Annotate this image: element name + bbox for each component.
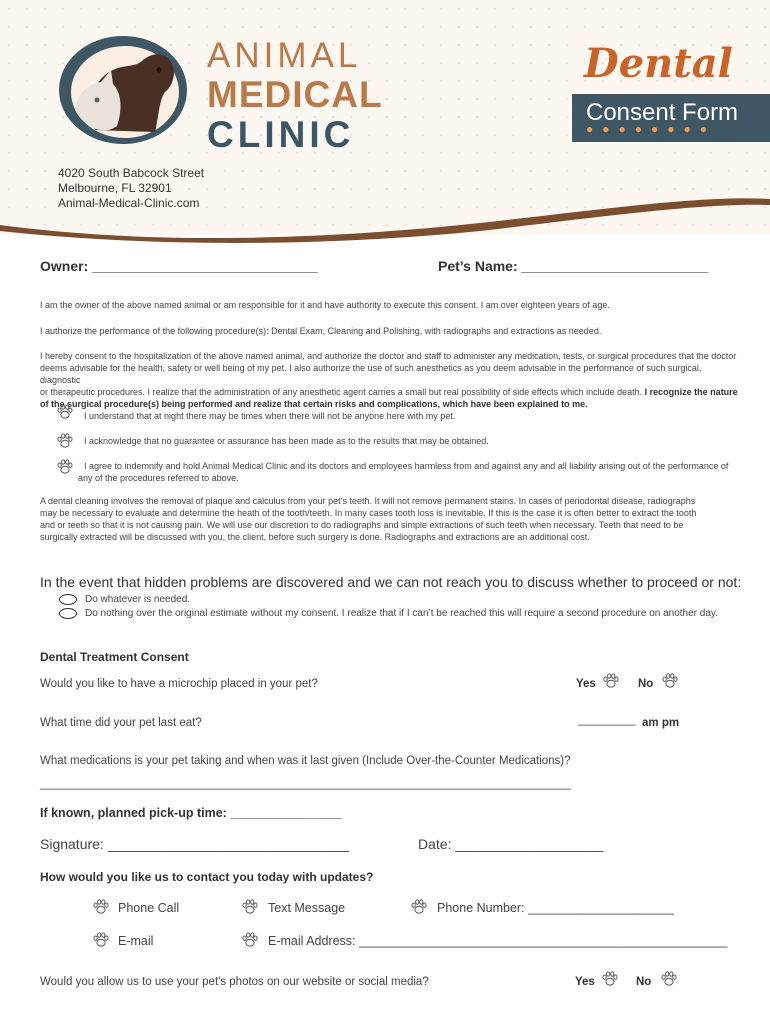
address-street: 4020 South Babcock Street <box>58 166 205 180</box>
option-do-whatever: Do whatever is needed. <box>85 594 191 605</box>
consent-line-3-text: or therapeutic procedures. I realize that the administration of any anesthetic agent carries a small but real possibility of side effects which include death. <box>40 387 643 397</box>
paw-checkbox-icon[interactable] <box>92 931 110 949</box>
brand-line-clinic: CLINIC <box>207 114 355 155</box>
paw-checkbox-icon[interactable] <box>661 672 679 690</box>
paw-checkbox-icon[interactable] <box>241 898 259 916</box>
medications-field[interactable]: ___________________________________________________________________________________ <box>40 778 571 790</box>
pet-name-field[interactable]: Pet’s Name: ________________________ <box>438 258 709 274</box>
contact-question: How would you like us to contact you today with updates? <box>40 870 374 884</box>
consent-form-banner <box>572 94 770 142</box>
procedure-authorization: I authorize the performance of the following procedure(s): Dental Exam, Cleaning and Polishing, with radiographs and extractions as needed. <box>40 326 602 336</box>
acknowledgement-night: I understand that at night there may be times when there will not be anyone here with my pet. <box>84 411 456 421</box>
brand-line-medical: MEDICAL <box>207 74 383 115</box>
paw-checkbox-icon[interactable] <box>56 432 74 450</box>
consent-line-3-bold: I recognize the nature <box>642 387 738 397</box>
dental-cleaning-info <box>40 495 745 543</box>
cleaning-line-2: may be necessary to evaluate and determine the heath of the tooth/teeth. In many cases tooth loss is inevitable. If this is the case it is often better to extract the tooth <box>40 508 697 518</box>
microchip-no-label: No <box>638 678 654 690</box>
hospitalization-consent <box>40 350 740 410</box>
signature-field[interactable]: Signature: _______________________________ <box>40 836 350 852</box>
owner-field[interactable]: Owner: _____________________________ <box>40 258 318 274</box>
treatment-heading: Dental Treatment Consent <box>40 650 189 664</box>
paw-checkbox-icon[interactable] <box>56 458 74 476</box>
consent-line-4 <box>40 398 740 410</box>
option-radio-do-whatever[interactable] <box>59 594 77 605</box>
paw-checkbox-icon[interactable] <box>92 898 110 916</box>
consent-line-3 <box>40 386 740 398</box>
cleaning-line-1: A dental cleaning involves the removal of plaque and calculus from your pet’s teeth. It will not remove permanent stains. In cases of periodontal disease, radiographs <box>40 496 696 506</box>
option-radio-do-nothing[interactable] <box>59 608 77 619</box>
brand-line-animal: ANIMAL <box>207 36 362 75</box>
paw-checkbox-icon[interactable] <box>601 970 619 988</box>
photos-question: Would you allow us to use your pet's photos on our website or social media? <box>40 976 429 988</box>
contact-email: E-mail <box>118 934 154 948</box>
contact-phone-call: Phone Call <box>118 901 180 915</box>
banner-dots: ●●●●●●●● <box>586 122 716 136</box>
medications-question: What medications is your pet taking and when was it last given (Include Over-the-Counter Medications)? <box>40 755 571 767</box>
paw-checkbox-icon[interactable] <box>660 970 678 988</box>
paw-checkbox-icon[interactable] <box>410 898 428 916</box>
am-pm-label[interactable]: am pm <box>642 717 680 729</box>
acknowledgement-indemnify: I agree to indemnify and hold Animal Medical Clinic and its doctors and employees harmless from and against any and all liability arising out of the performance of <box>84 461 729 471</box>
ownership-statement: I am the owner of the above named animal or am responsible for it and have authority to execute this consent. I am over eighteen years of age. <box>40 300 610 310</box>
consent-form-title: Consent Form <box>586 99 739 126</box>
phone-number-field[interactable]: Phone Number: _____________________ <box>437 901 675 915</box>
last-eat-question: What time did your pet last eat? <box>40 717 202 729</box>
photos-yes-label: Yes <box>575 976 595 988</box>
consent-line-1: I hereby consent to the hospitalization of the above named animal, and authorize the doctor and staff to administer any medication, tests, or surgical procedures that the doctor <box>40 351 737 361</box>
clinic-brand <box>207 38 383 153</box>
acknowledgement-no-guarantee: I acknowledge that no guarantee or assurance has been made as to the results that may be obtained. <box>84 436 489 446</box>
paw-checkbox-icon[interactable] <box>56 403 74 421</box>
cleaning-line-3: and or teeth so that it is not causing pain. We will use our discretion to do radiographs and simple extractions of such teeth when necessary. Teeth that need to be <box>40 520 684 530</box>
paw-checkbox-icon[interactable] <box>602 672 620 690</box>
consent-line-4-bold: of the surgical procedure(s) being performed and realize that certain risks and complications, which have been explained to me. <box>40 399 588 409</box>
date-field[interactable]: Date: ___________________ <box>418 836 604 852</box>
clinic-website: Animal-Medical-Clinic.com <box>58 196 200 210</box>
pickup-time-field[interactable]: If known, planned pick-up time: ________________ <box>40 806 342 820</box>
acknowledgement-indemnify-cont: any of the procedures referred to above. <box>78 473 239 483</box>
paw-checkbox-icon[interactable] <box>241 931 259 949</box>
photos-no-label: No <box>636 976 652 988</box>
microchip-yes-label: Yes <box>576 678 596 690</box>
clinic-logo-icon <box>55 30 195 148</box>
email-address-field[interactable]: E-mail Address: _____________________________________________________ <box>268 934 728 948</box>
cleaning-line-4: surgically extracted will be discussed with you, the client, before such surgery is done. Radiographs and extractions are an additional cost. <box>40 532 590 542</box>
option-do-nothing: Do nothing over the original estimate without my consent. I realize that if I can’t be reached this will require a second procedure on another day. <box>85 608 718 619</box>
hidden-problems-heading: In the event that hidden problems are discovered and we can not reach you to discuss whether to proceed or not: <box>40 574 742 590</box>
microchip-question: Would you like to have a microchip placed in your pet? <box>40 678 318 690</box>
last-eat-field[interactable]: _________ <box>578 714 636 726</box>
contact-text-message: Text Message <box>268 901 346 915</box>
form-type-title: Dental <box>584 40 733 87</box>
header-swoosh <box>0 185 770 245</box>
consent-line-2: deems advisable for the health, safety or well being of my pet. I also authorize the use of such anesthetics as you deem advisable in the performance of such surgical, diagnostic <box>40 363 702 385</box>
address-city: Melbourne, FL 32901 <box>58 181 172 195</box>
